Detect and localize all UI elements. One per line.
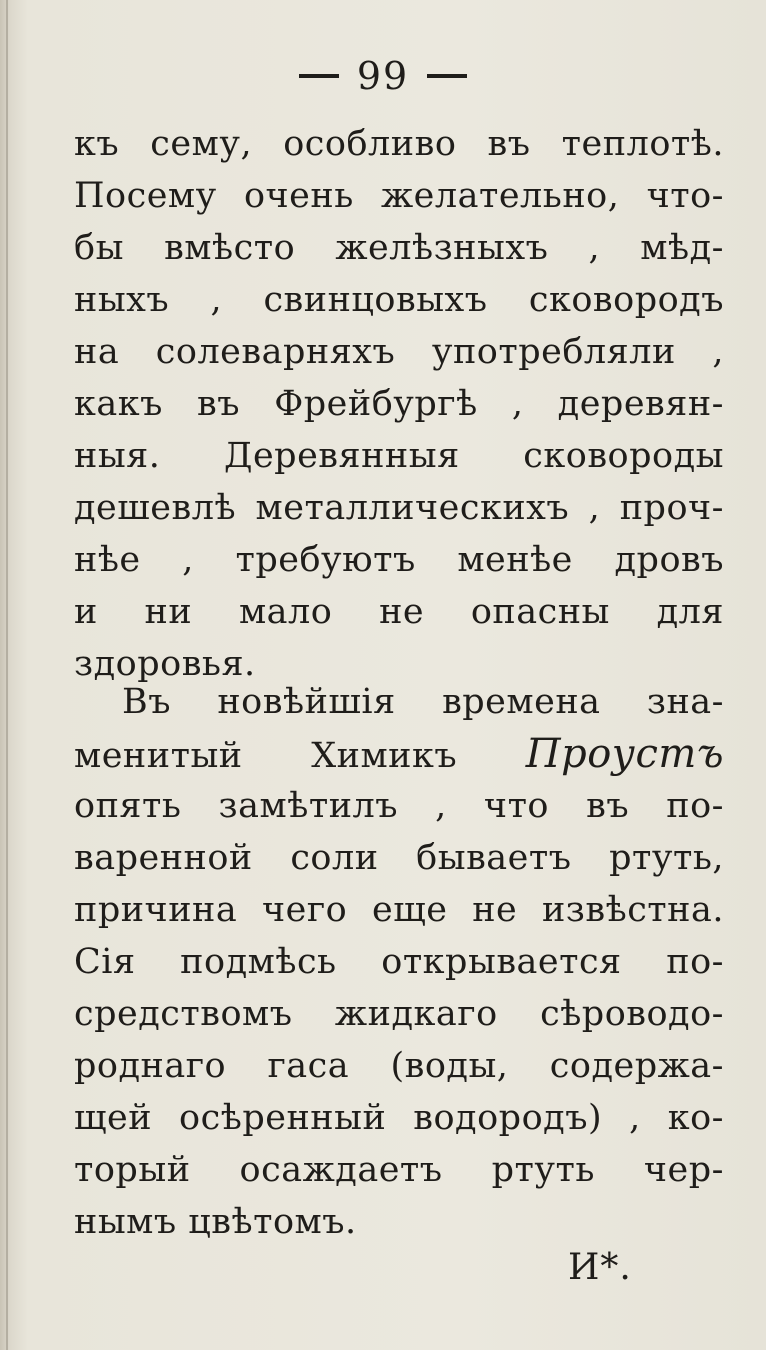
text-line: нѣе , требуютъ менѣе дровъ [74, 540, 724, 580]
text-line: на солеварняхъ употребляли , [74, 332, 724, 372]
text-line: дешевлѣ металлическихъ , проч- [74, 488, 724, 528]
paragraph-1 [74, 118, 724, 690]
text-line-with-name [74, 728, 724, 780]
text-line: варенной соли бываетъ ртуть, [74, 838, 724, 878]
text-line: средствомъ жидкаго сѣроводо- [74, 994, 724, 1034]
text-line: роднаго гаса (воды, содержа- [74, 1046, 724, 1086]
page-header [0, 52, 766, 100]
text-line: нымъ цвѣтомъ. [74, 1202, 357, 1242]
text-line: Сія подмѣсь открывается по- [74, 942, 724, 982]
text-line: ныя. Деревянныя сковороды [74, 436, 724, 476]
text-line: Посему очень желательно, что- [74, 176, 724, 216]
text-line: торый осаждаетъ ртуть чер- [74, 1150, 724, 1190]
header-dash-left [299, 74, 339, 78]
page-number: 99 [356, 54, 410, 98]
text-fragment: менитый Химикъ [74, 736, 458, 776]
text-line: щей осѣренный водородъ) , ко- [74, 1098, 724, 1138]
text-line: причина чего еще не извѣстна. [74, 890, 724, 930]
page-gutter [6, 0, 8, 1350]
chemist-name: Проустъ [525, 731, 724, 777]
text-line: ныхъ , свинцовыхъ сковородъ [74, 280, 724, 320]
text-line: къ сему, особливо въ теплотѣ. [74, 124, 724, 164]
text-line: и ни мало не опасны для [74, 592, 724, 632]
text-line: здоровья. [74, 644, 256, 684]
text-line: какъ въ Фрейбургѣ , деревян- [74, 384, 724, 424]
text-line: бы вмѣсто желѣзныхъ , мѣд- [74, 228, 724, 268]
signature-mark: И*. [568, 1247, 632, 1288]
header-dash-right [427, 74, 467, 78]
paragraph-2 [74, 676, 724, 1248]
text-line: опять замѣтилъ , что въ по- [74, 786, 724, 826]
text-line: Въ новѣйшія времена зна- [122, 682, 724, 722]
